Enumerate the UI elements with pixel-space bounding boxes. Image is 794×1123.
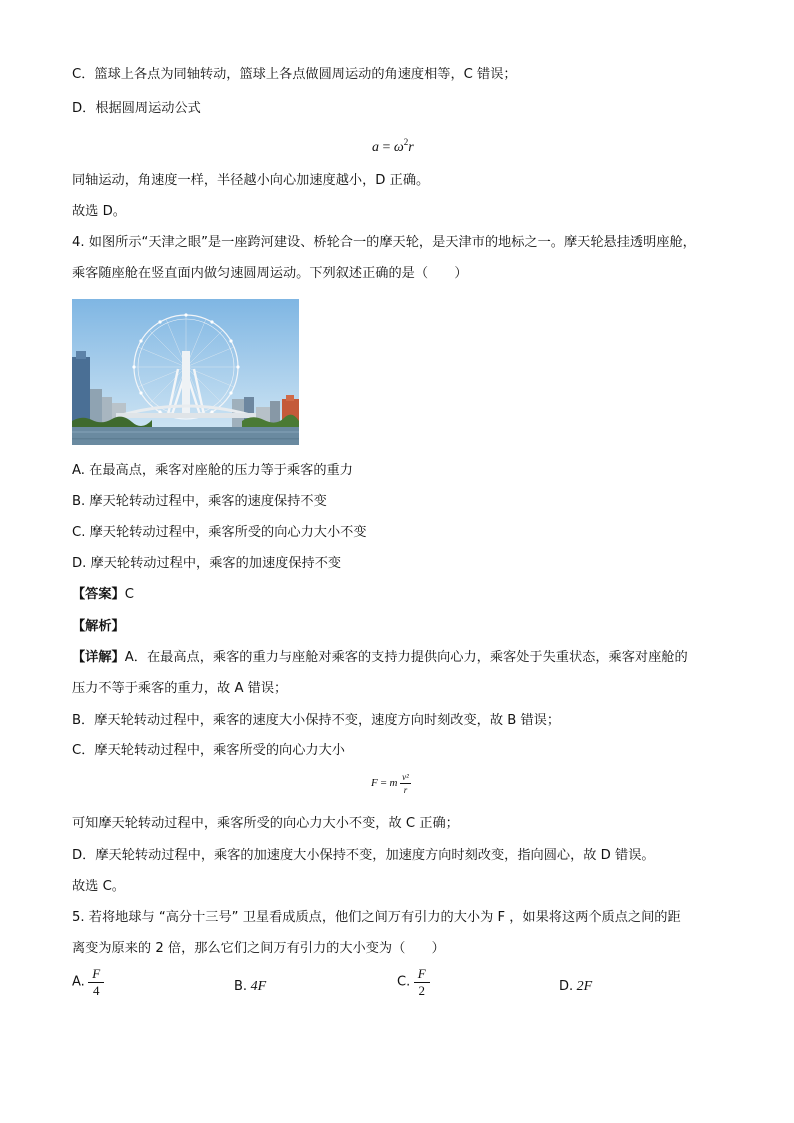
formula-lhs: a — [372, 140, 379, 155]
analysis-tag-text: 【解析】 — [72, 619, 125, 634]
q5-stem-line1: 5. 若将地球与 “高分十三号” 卫星看成质点，他们之间万有引力的大小为 F ，如果将这两个质点之间的距 — [72, 910, 681, 925]
q4-option-a: A. 在最高点，乘客对座舱的压力等于乘客的重力 — [72, 463, 353, 478]
formula-centripetal-acceleration — [372, 137, 414, 156]
q5-option-d-letter: D. — [559, 979, 574, 994]
formula-eq: = — [382, 140, 391, 155]
formula2-fraction — [400, 771, 411, 796]
detail-c-conclusion: 可知摩天轮转动过程中，乘客所受的向心力大小不变，故 C 正确； — [72, 816, 459, 831]
d-intro: D．根据圆周运动公式 — [72, 101, 201, 116]
choose-c: 故选 C。 — [72, 879, 125, 894]
detail-line1-text: A．在最高点，乘客的重力与座舱对乘客的支持力提供向心力，乘客处于失重状态，乘客对座舱的 — [124, 650, 688, 665]
d-conclusion: 同轴运动，角速度一样，半径越小向心加速度越小，D 正确。 — [72, 173, 430, 188]
q5-option-d-value: 2F — [576, 979, 593, 994]
q4-option-c: C. 摩天轮转动过程中，乘客所受的向心力大小不变 — [72, 525, 367, 540]
detail-b: B．摩天轮转动过程中，乘客的速度大小保持不变，速度方向时刻改变，故 B 错误； — [72, 713, 561, 728]
ferris-wheel-photo — [72, 299, 299, 445]
q5-option-a-den: 4 — [93, 983, 100, 998]
q5-stem-line2: 离变为原来的 2 倍，那么它们之间万有引力的大小变为（ ） — [72, 941, 445, 956]
choose-d: 故选 D。 — [72, 204, 126, 219]
formula-exp: 2 — [403, 137, 409, 147]
formula-centripetal-force — [371, 771, 411, 796]
q5-option-a-fraction — [88, 966, 104, 999]
q5-option-b-value: 4F — [250, 979, 267, 994]
q5-option-c-letter: C. — [397, 974, 411, 990]
q4-option-d: D. 摩天轮转动过程中，乘客的加速度保持不变 — [72, 556, 342, 571]
answer-line — [72, 586, 134, 604]
formula-omega: ω — [393, 140, 404, 155]
q4-option-b: B. 摩天轮转动过程中，乘客的速度保持不变 — [72, 494, 327, 509]
q5-option-a-num: F — [88, 966, 104, 983]
q5-option-a — [72, 966, 104, 999]
q5-option-b-letter: B. — [234, 979, 248, 994]
answer-value: C — [124, 587, 134, 602]
detail-d: D．摩天轮转动过程中，乘客的加速度大小保持不变，加速度方向时刻改变，指向圆心，故 D 错误。 — [72, 848, 655, 863]
q5-option-c-num: F — [414, 966, 430, 983]
q5-option-c — [397, 966, 430, 999]
q5-option-d — [559, 979, 592, 995]
formula-r: r — [408, 140, 414, 155]
q5-option-b — [234, 979, 266, 995]
formula2-m: m — [389, 777, 398, 790]
q5-option-c-den: 2 — [418, 983, 425, 998]
formula2-eq: = — [380, 777, 387, 790]
formula2-denominator: r — [403, 785, 408, 795]
answer-tag: 【答案】 — [72, 587, 125, 602]
detail-line2: 压力不等于乘客的重力，故 A 错误； — [72, 681, 288, 696]
c-explanation: C．篮球上各点为同轴转动，篮球上各点做圆周运动的角速度相等，C 错误； — [72, 67, 517, 82]
q5-option-a-letter: A. — [72, 974, 85, 990]
detail-tag: 【详解】 — [72, 650, 125, 665]
q5-option-c-fraction — [414, 966, 430, 999]
detail-c: C．摩天轮转动过程中，乘客所受的向心力大小 — [72, 743, 345, 758]
formula2-lhs: F — [371, 777, 378, 790]
analysis-tag — [72, 618, 125, 636]
q4-stem-line1: 4. 如图所示“天津之眼”是一座跨河建设、桥轮合一的摩天轮，是天津市的地标之一。摩天轮悬挂透明座舱， — [72, 235, 696, 250]
q4-stem-line2: 乘客随座舱在竖直面内做匀速圆周运动。下列叙述正确的是（ ） — [72, 266, 468, 281]
detail-line1 — [72, 649, 688, 667]
formula2-numerator: v² — [402, 772, 409, 782]
